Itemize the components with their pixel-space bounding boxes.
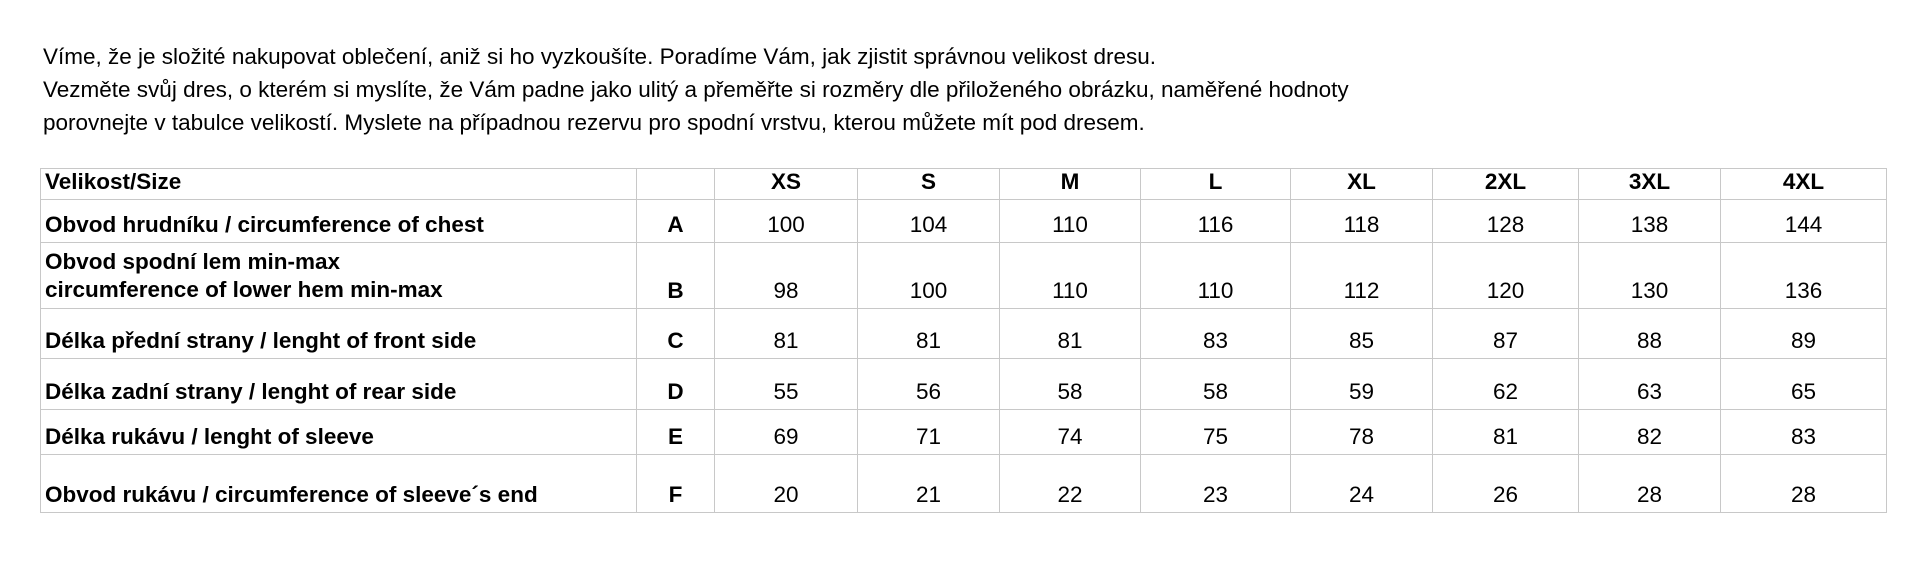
table-header-row	[41, 169, 1887, 200]
table-cell: 144	[1721, 200, 1887, 243]
intro-line-3: porovnejte v tabulce velikostí. Myslete na případnou rezervu pro spodní vrstvu, kterou můžete mít pod dresem.	[43, 110, 1145, 135]
row-label: Délka rukávu / lenght of sleeve	[41, 410, 637, 455]
size-header: 2XL	[1433, 169, 1579, 200]
table-cell: 74	[1000, 410, 1141, 455]
table-cell: 138	[1579, 200, 1721, 243]
table-cell: 63	[1579, 359, 1721, 410]
intro-line-1: Víme, že je složité nakupovat oblečení, aniž si ho vyzkoušíte. Poradíme Vám, jak zjistit správnou velikost dresu.	[43, 44, 1157, 69]
table-cell: 110	[1000, 243, 1141, 309]
table-cell: 28	[1579, 455, 1721, 513]
size-header: S	[858, 169, 1000, 200]
table-cell: 100	[858, 243, 1000, 309]
header-code-cell	[637, 169, 715, 200]
table-cell: 71	[858, 410, 1000, 455]
table-row	[41, 359, 1887, 410]
table-row	[41, 200, 1887, 243]
table-cell: 55	[715, 359, 858, 410]
table-cell: 104	[858, 200, 1000, 243]
table-cell: 58	[1000, 359, 1141, 410]
row-label-line-1: Obvod spodní lem min-max	[45, 249, 341, 274]
table-cell: 110	[1000, 200, 1141, 243]
table-cell: 128	[1433, 200, 1579, 243]
size-chart-table	[40, 168, 1887, 513]
table-cell: 83	[1141, 309, 1291, 359]
table-cell: 78	[1291, 410, 1433, 455]
size-header: L	[1141, 169, 1291, 200]
table-cell: 21	[858, 455, 1000, 513]
table-row	[41, 455, 1887, 513]
row-label-line-2: circumference of lower hem min-max	[45, 277, 443, 302]
table-cell: 59	[1291, 359, 1433, 410]
table-cell: 65	[1721, 359, 1887, 410]
table-cell: 81	[858, 309, 1000, 359]
header-label: Velikost/Size	[41, 169, 637, 200]
table-row	[41, 243, 1887, 309]
table-cell: 100	[715, 200, 858, 243]
size-header: M	[1000, 169, 1141, 200]
row-label	[41, 243, 637, 309]
table-cell: 83	[1721, 410, 1887, 455]
table-row	[41, 309, 1887, 359]
table-cell: 56	[858, 359, 1000, 410]
table-cell: 69	[715, 410, 858, 455]
table-cell: 22	[1000, 455, 1141, 513]
table-cell: 118	[1291, 200, 1433, 243]
row-label: Délka přední strany / lenght of front side	[41, 309, 637, 359]
table-cell: 85	[1291, 309, 1433, 359]
table-cell: 58	[1141, 359, 1291, 410]
table-cell: 75	[1141, 410, 1291, 455]
size-header: XS	[715, 169, 858, 200]
table-cell: 112	[1291, 243, 1433, 309]
size-header: XL	[1291, 169, 1433, 200]
table-cell: 89	[1721, 309, 1887, 359]
table-cell: 98	[715, 243, 858, 309]
table-cell: 116	[1141, 200, 1291, 243]
table-cell: 28	[1721, 455, 1887, 513]
row-code: E	[637, 410, 715, 455]
table-cell: 88	[1579, 309, 1721, 359]
table-cell: 130	[1579, 243, 1721, 309]
table-cell: 20	[715, 455, 858, 513]
intro-line-2: Vezměte svůj dres, o kterém si myslíte, že Vám padne jako ulitý a přeměřte si rozměry dle přiloženého obrázku, naměřené hodnoty	[43, 77, 1349, 102]
intro-text	[43, 40, 1843, 139]
row-label: Obvod hrudníku / circumference of chest	[41, 200, 637, 243]
row-code: C	[637, 309, 715, 359]
table-cell: 62	[1433, 359, 1579, 410]
row-code: B	[637, 243, 715, 309]
table-cell: 23	[1141, 455, 1291, 513]
table-cell: 26	[1433, 455, 1579, 513]
size-header: 3XL	[1579, 169, 1721, 200]
row-label: Obvod rukávu / circumference of sleeve´s end	[41, 455, 637, 513]
table-cell: 82	[1579, 410, 1721, 455]
table-cell: 120	[1433, 243, 1579, 309]
table-cell: 87	[1433, 309, 1579, 359]
table-cell: 24	[1291, 455, 1433, 513]
row-code: D	[637, 359, 715, 410]
table-cell: 110	[1141, 243, 1291, 309]
size-header: 4XL	[1721, 169, 1887, 200]
row-code: A	[637, 200, 715, 243]
table-cell: 81	[715, 309, 858, 359]
table-row	[41, 410, 1887, 455]
row-label: Délka zadní strany / lenght of rear side	[41, 359, 637, 410]
table-cell: 81	[1433, 410, 1579, 455]
row-code: F	[637, 455, 715, 513]
table-cell: 136	[1721, 243, 1887, 309]
table-cell: 81	[1000, 309, 1141, 359]
